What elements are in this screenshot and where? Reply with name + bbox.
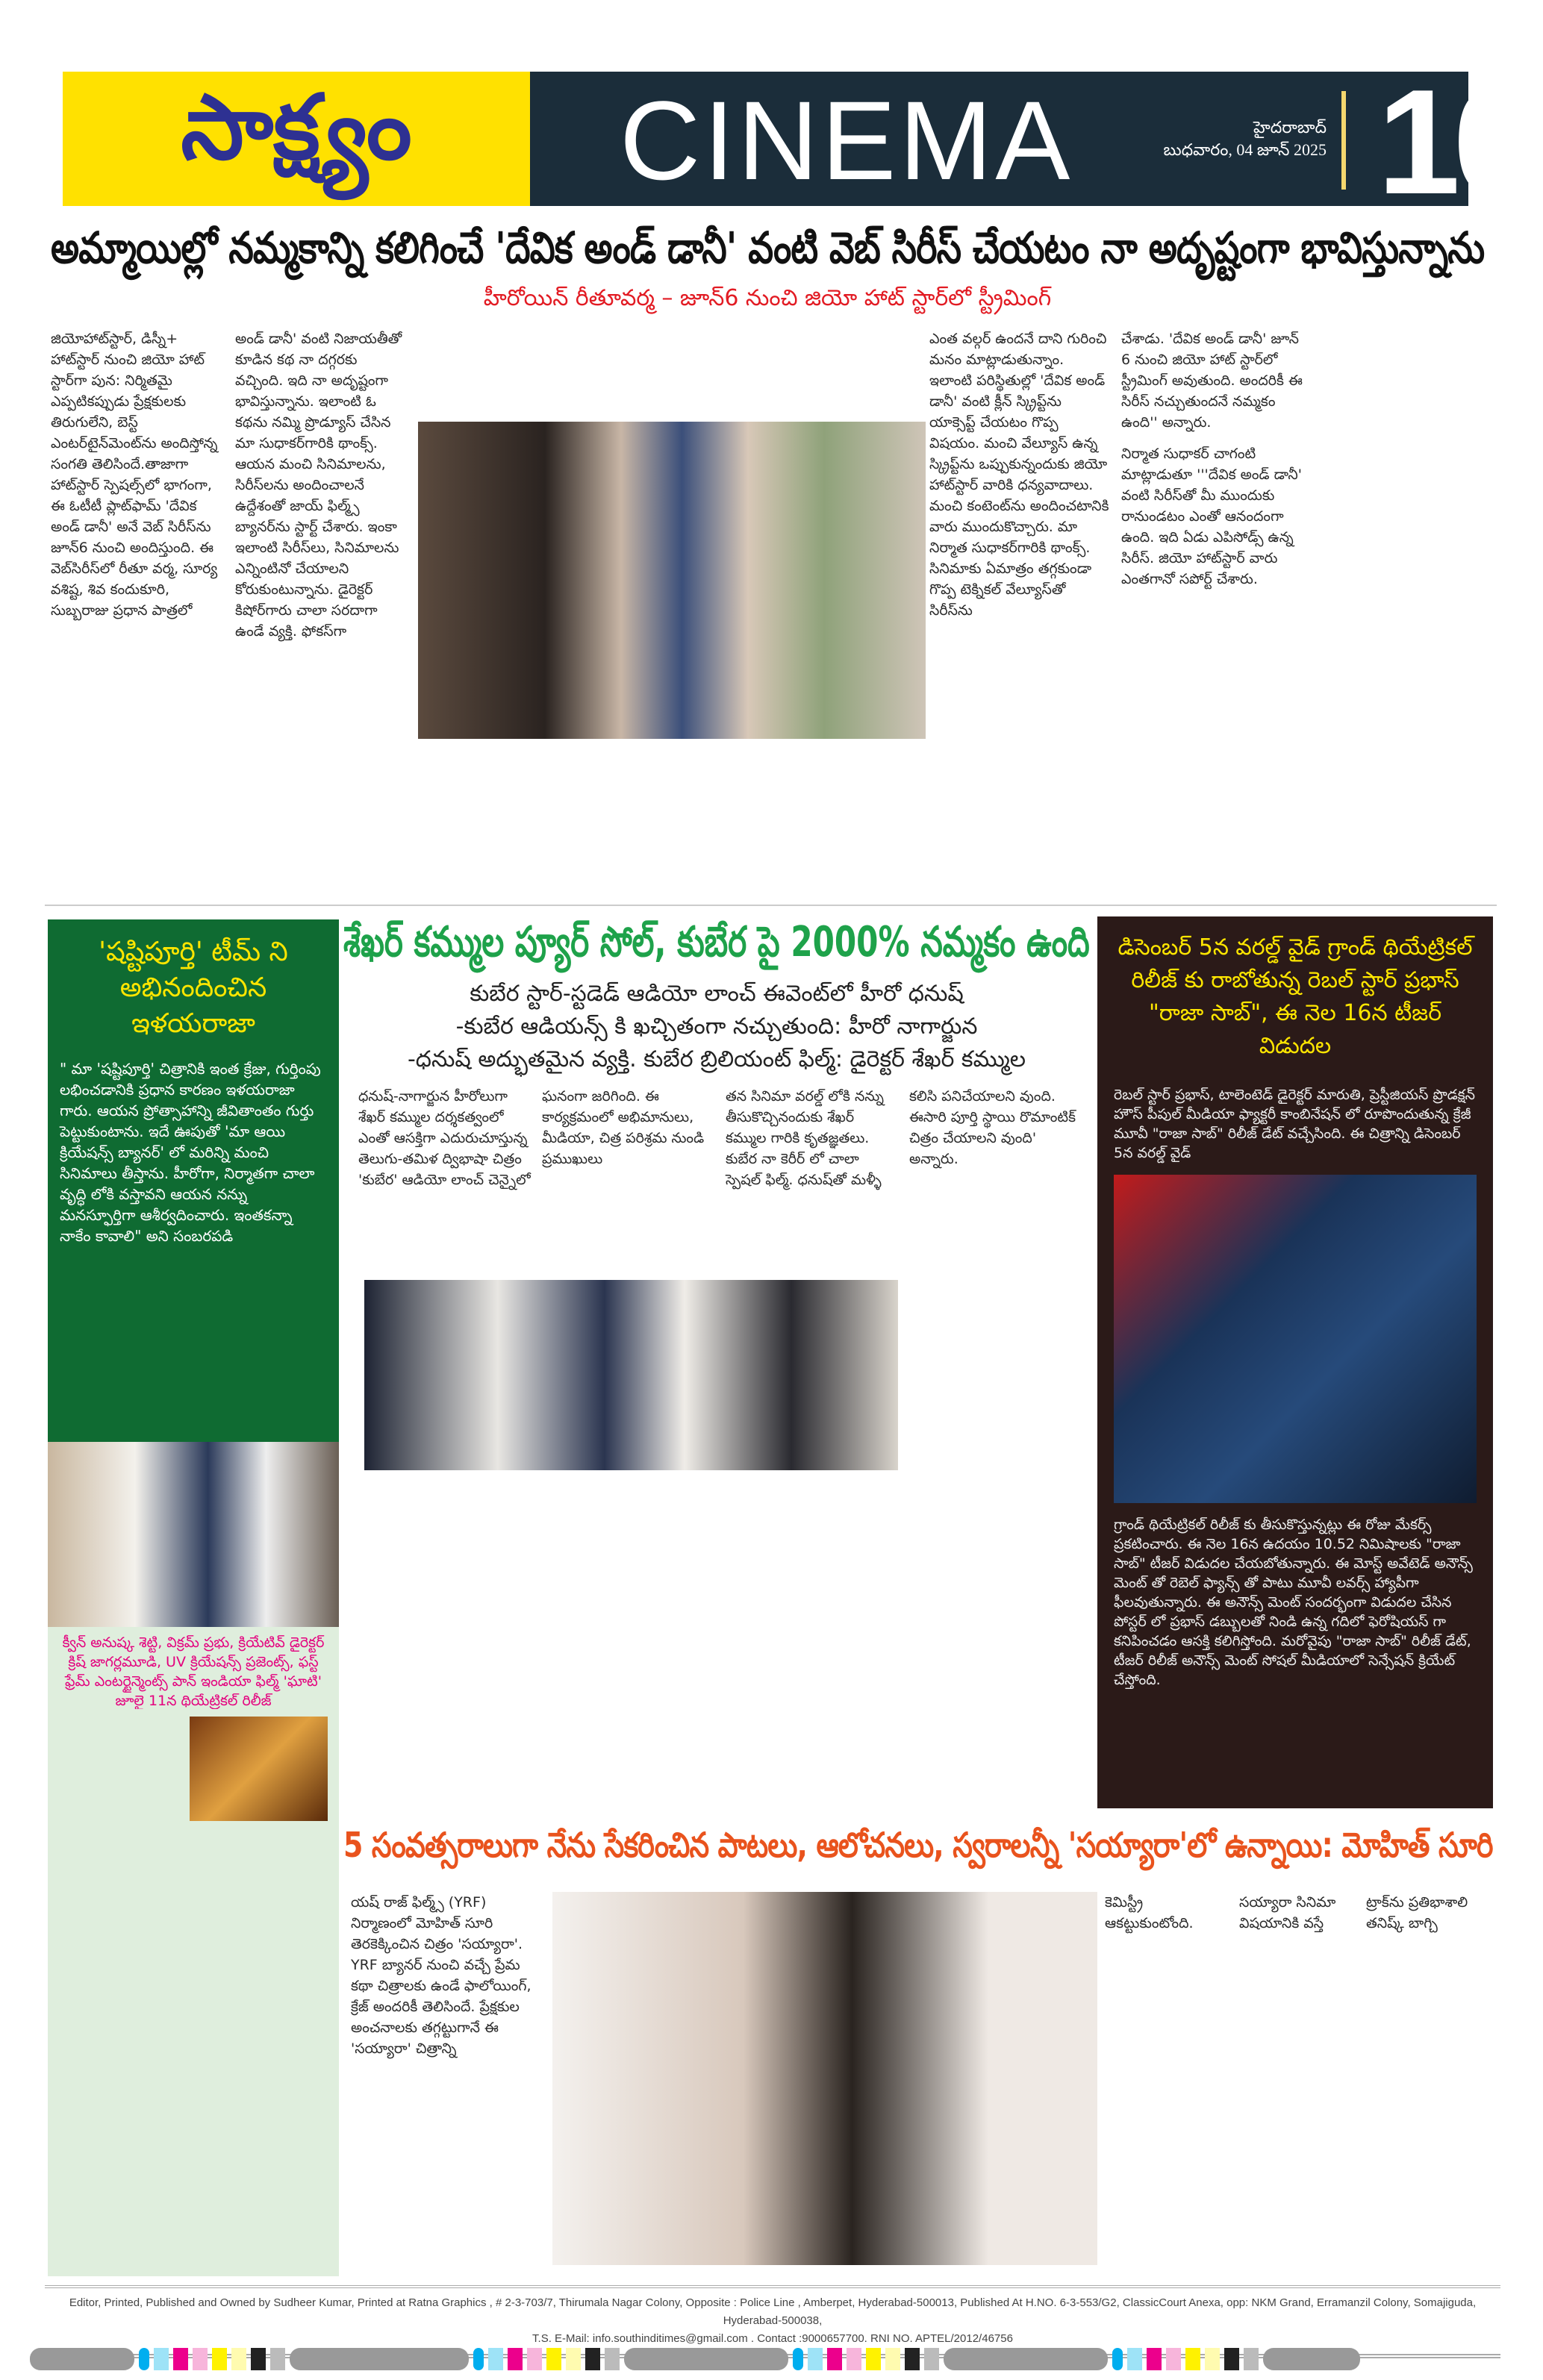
ghaati-article — [48, 1709, 339, 2276]
article1-headline: అమ్మాయిల్లో నమ్మకాన్ని కలిగించే 'దేవిక అండ్ డానీ' వంటి వెబ్ సిరీస్ చేయటం నా అదృష్టంగా భావిస్తున్నాను — [51, 222, 1485, 273]
subhead-line — [343, 1011, 1090, 1043]
subhead-line — [343, 978, 1090, 1011]
shashtipurthi-box — [48, 919, 339, 1442]
article1-subhead-wrap — [51, 284, 1484, 316]
ghaati-caption: క్వీన్ అనుష్క శెట్టి, విక్రమ్ ప్రభు, క్రియేటివ్ డైరెక్టర్ క్రిష్ జాగర్లమూడి, UV క్రియేషన్స్ ప్రజెంట్స్, ఫస్ట్ ఫ్రేమ్ ఎంటర్టైన్మెంట్స్ పాన్ ఇండియా ఫిల్మ్ 'ఘాటి' జూలై 11న థియేట్రికల్ రిలీజ్ — [48, 1627, 339, 1709]
kubera-subheads — [343, 978, 1090, 1076]
subhead: -ధనుష్ అద్భుతమైన వ్యక్తి. కుబేర బ్రిలియంట్ ఫిల్మ్: డైరెక్టర్ శేఖర్ కమ్ముల — [407, 1046, 1026, 1072]
kubera-headline-wrap — [343, 916, 1090, 973]
sayyara-headline: 5 సంవత్సరాలుగా నేను సేకరించిన పాటలు, ఆలోచనలు, స్వరాలన్నీ 'సయ్యారా'లో ఉన్నాయి: మోహిత్ సూరి — [343, 1825, 1493, 1865]
divider — [1341, 91, 1346, 190]
subhead: కుబేర స్టార్-స్టడెడ్ ఆడియో లాంచ్ ఈవెంట్‌లో హీరో ధనుష్ — [470, 981, 964, 1007]
ghaati-team-photo — [48, 1442, 339, 1627]
sayyara-col: కెమిస్ట్రీ ఆకట్టుకుంటోంది. — [1105, 1894, 1194, 1931]
section-title: CINEMA — [620, 78, 1073, 203]
article1-subhead: హీరోయిన్ రీతూవర్మ – జూన్6 నుంచి జియో హాట్ స్టార్‌లో స్ట్రీమింగ్ — [483, 285, 1052, 311]
kubera-headline: శేఖర్ కమ్ముల ప్యూర్ సోల్, కుబేర పై 2000% నమ్మకం ఉంది — [343, 918, 1090, 966]
date: బుధవారం, 04 జూన్ 2025 — [1163, 140, 1327, 159]
sayyara-couple-photo — [552, 1892, 1097, 2265]
article1-headline-wrap — [51, 221, 1484, 278]
subhead: -కుబేర ఆడియన్స్ కి ఖచ్చితంగా నచ్చుతుంది: హీరో నాగార్జున — [455, 1013, 978, 1040]
imprint-line: Editor, Printed, Published and Owned by Sudheer Kumar, Printed at Ratna Graphics , # 2-3-703/7, Thirumala Nagar Colony, Opposite : Police Line , Amberpet, Hyderabad-500013, Published At H.NO. 6-3-553/G2, ClassicCourt Anexa, opp: NKM Grand, Erramanzil Colony, Somajiguda, Hyderabad-500038, — [69, 2296, 1477, 2327]
subhead-line — [343, 1043, 1090, 1076]
devika-and-danny-cast-photo — [418, 422, 926, 739]
dateline — [1164, 116, 1327, 161]
sayyara-col: సయ్యారా సినిమా విషయానికి వస్తే — [1239, 1894, 1336, 1931]
sayyara-left-column: యష్ రాజ్ ఫిల్మ్స్ (YRF) నిర్మాణంలో మోహిత్ సూరి తెరకెక్కించిన చిత్రం 'సయ్యారా'. YRF బ్యానర్ నుంచి వచ్చే ప్రేమ కథా చిత్రాలకు ఉండే ఫాలోయింగ్, క్రేజ్ అందరికీ తెలిసిందే. ప్రేక్షకుల అంచనాలకు తగ్గట్టుగానే ఈ 'సయ్యారా' చిత్రాన్ని — [351, 1894, 532, 2057]
paragraph: ఎంత వల్గర్ ఉందనే దాని గురించి మనం మాట్లాడుతున్నాం. ఇలాంటి పరిస్థితుల్లో 'దేవిక అండ్ డానీ' వంటి క్లీన్ స్క్రిప్ట్‌ను యాక్సెప్ట్ చేయటం గొప్ప విషయం. మంచి వేల్యూస్ ఉన్న స్క్రిప్ట్‌ను ఒప్పుకున్నందుకు జియో హాట్‌స్టార్ వారికి ధన్యవాదాలు. మంచి కంటెంట్‌ను అందించటానికి వారు ముందుకొచ్చారు. మా నిర్మాత సుధాకర్‌గారికి థాంక్స్. సినిమాకు ఏమాత్రం తగ్గకుండా గొప్ప టెక్నికల్ వేల్యూస్‌తో సిరీస్‌ను — [929, 331, 1109, 619]
raja-saab-headline: డిసెంబర్ 5న వరల్డ్ వైడ్ గ్రాండ్ థియేట్రికల్ రిలీజ్ కు రాబోతున్న రెబల్ స్టార్ ప్రభాస్ "రాజా సాబ్", ఈ నెల 16న టీజర్ విడుదల — [1117, 934, 1473, 1059]
print-color-bar — [30, 2348, 1523, 2370]
raja-saab-intro: రెబల్ స్టార్ ప్రభాస్, టాలెంటెడ్ డైరెక్టర్ మారుతి, ప్రెస్టీజియస్ ప్రొడక్షన్ హౌస్ పీపుల్ మీడియా ఫ్యాక్టరీ కాంబినేషన్ లో రూపొందుతున్న క్రేజీ మూవీ "రాజా సాబ్" రిలీజ్ డేట్ వచ్చేసింది. ఈ చిత్రాన్ని డిసెంబర్ 5న వరల్డ్ వైడ్ — [1114, 1087, 1476, 1161]
masthead-logo — [63, 72, 530, 206]
kubera-event-photo — [364, 1280, 898, 1470]
paragraph: చేశాడు. 'దేవిక అండ్ డానీ' జూన్ 6 నుంచి జియో హాట్ స్టార్‌లో స్ట్రీమింగ్ అవుతుంది. అందరికీ ఈ సిరీస్ నచ్చుతుందనే నమ్మకం ఉంది'' అన్నారు. — [1121, 331, 1303, 431]
paragraph: నిర్మాత సుధాకర్ చాగంటి మాట్లాడుతూ '''దేవిక అండ్ డానీ' వంటి సిరీస్‌తో మీ ముందుకు రానుండటం ఎంతో ఆనందంగా ఉంది. ఇది ఏడు ఎపిసోడ్స్ ఉన్న సిరీస్. జియో హాట్‌స్టార్ వారు ఎంతగానో సపోర్ట్ చేశారు. — [1121, 446, 1302, 587]
paragraph: ధనుష్-నాగార్జున హీరోలుగా శేఖర్ కమ్ముల దర్శకత్వంలో ఎంతో ఆసక్తిగా ఎదురుచూస్తున్న తెలుగు-తమిళ ద్విభాషా చిత్రం 'కుబేర' ఆడియో లాంచ్ చెన్నైలో ఘనంగా జరిగింది. ఈ కార్యక్రమంలో అభిమానులు, మీడియా, చిత్ర పరిశ్రమ నుండి ప్రముఖులు — [358, 1088, 705, 1188]
contact-line: T.S. E-Mail: info.southinditimes@gmail.com . Contact :9000657700. RNI NO. APTEL/2012/46756 — [532, 2332, 1013, 2345]
shashtipurthi-body: " మా 'షష్టిపూర్తి' చిత్రానికి ఇంత క్రేజు, గుర్తింపు లభించడానికి ప్రధాన కారణం ఇళయరాజా గారు. ఆయన ప్రోత్సాహాన్ని జీవితాంతం గుర్తు పెట్టుకుంటాను. ఇదే ఊపుతో 'మా ఆయి క్రియేషన్స్ బ్యానర్' లో మరిన్ని మంచి సినిమాలు తీస్తాను. హీరోగా, నిర్మాతగా చాలా వృద్ధి లోకి వస్తావని ఆయన నన్ను మనస్ఫూర్తిగా ఆశీర్వదించారు. ఇంతకన్నా నాకేం కావాలి" అని సంబరపడి — [60, 1060, 321, 1245]
ghaati-still-image — [190, 1717, 328, 1821]
raja-saab-poster — [1114, 1175, 1477, 1503]
sayyara-col: ట్రాక్‌ను ప్రతిభాశాలి తనిష్క్ బాగ్చి — [1366, 1894, 1468, 1931]
raja-saab-box — [1097, 916, 1493, 1808]
paragraph: అండ్ డానీ' వంటి నిజాయతీతో కూడిన కథ నా దగ్గరకు వచ్చింది. ఇది నా అదృష్టంగా భావిస్తున్నాను. ఇలాంటి ఓ కథను నమ్మి ప్రొడ్యూస్ చేసిన మా సుధాకర్‌గారికి థాంక్స్. ఆయన మంచి సినిమాలను, సిరీస్‌లను అందించాలనే ఉద్దేశంతో జాయ్ ఫిల్మ్స్ బ్యానర్‌ను స్టార్ట్ చేశారు. ఇంకా ఇలాంటి సిరీస్‌లు, సినిమాలను ఎన్నింటినో చేయాలని కోరుకుంటున్నాను. డైరెక్టర్ కిషోర్‌గారు చాలా సరదాగా ఉండే వ్యక్తి. ఫోకస్‌గా — [235, 331, 402, 640]
logo-text: సాక్ష్యం — [181, 76, 412, 180]
article1-right-columns — [929, 328, 1303, 896]
raja-saab-body: గ్రాండ్ థియేట్రికల్ రిలీజ్ కు తీసుకొస్తున్నట్లు ఈ రోజు మేకర్స్ ప్రకటించారు. ఈ నెల 16న ఉదయం 10.52 నిమిషాలకు "రాజా సాబ్" టీజర్ విడుదల చేయబోతున్నారు. ఈ మోస్ట్ అవేటెడ్ అనౌన్స్ మెంట్ తో రెబెల్ ఫ్యాన్స్ తో పాటు మూవీ లవర్స్ హ్యాపీగా ఫీలవుతున్నారు. ఈ అనౌన్స్ మెంట్ సందర్భంగా విడుదల చేసిన పోస్టర్ లో ప్రభాస్ డబ్బులతో నిండి ఉన్న గదిలో ఫెరోషియస్ గా కనిపించడం ఆసక్తి కలిగిస్తోంది. మరోవైపు "రాజా సాబ్" రిలీజ్ డేట్, టీజర్ రిలీజ్ అనౌన్స్ మెంట్ సోషల్ మీడియాలో సెన్సేషన్ క్రియేట్ చేస్తోంది. — [1114, 1517, 1473, 1688]
article1-left-columns — [51, 328, 409, 896]
kubera-body — [358, 1086, 1082, 1272]
paragraph: తన సినిమా వరల్డ్ లోకి నన్ను తీసుకొచ్చినందుకు శేఖర్ కమ్ముల గారికి కృతజ్ఞతలు. కుబేర నా కెరీర్ లో చాలా స్పెషల్ ఫిల్మ్. ధనుష్‌తో మళ్ళీ కలిసి పనిచేయాలని వుంది. ఈసారి పూర్తి స్థాయి రొమాంటిక్ చిత్రం చేయాలని వుంది' అన్నారు. — [726, 1088, 1076, 1188]
sayyara-headline-wrap — [343, 1821, 1493, 1873]
divider — [45, 905, 1497, 906]
masthead-band — [530, 59, 1529, 225]
city: హైదరాబాద్ — [1253, 118, 1327, 137]
paragraph: జియోహాట్‌స్టార్, డిస్నీ+ హాట్‌స్టార్ నుంచి జియో హాట్ స్టార్‌గా పున: నిర్మితమై ఎప్పటికప్పుడు ప్రేక్షకులకు తిరుగులేని, బెస్ట్ ఎంటర్‌టైన్‌మెంట్‌ను అందిస్తోన్న సంగతి తెలిసిందే.తాజాగా హాట్‌స్టార్ స్పెషల్స్‌లో భాగంగా, ఈ ఓటీటీ ప్లాట్‌ఫామ్ 'దేవిక అండ్ డానీ' అనే వెబ్ సిరీస్‌ను జూన్6 నుంచి అందిస్తుంది. ఈ వెబ్‌సిరీస్‌లో రీతూ వర్మ, సూర్య వశిష్ట, శివ కందుకూరి, సుబ్బరాజు ప్రధాన పాత్రలో — [51, 331, 218, 619]
page-number: 10 — [1377, 59, 1529, 225]
shashtipurthi-headline: 'షష్టిపూర్తి' టీమ్ ని అభినందించిన ఇళయరాజా — [99, 937, 288, 1039]
